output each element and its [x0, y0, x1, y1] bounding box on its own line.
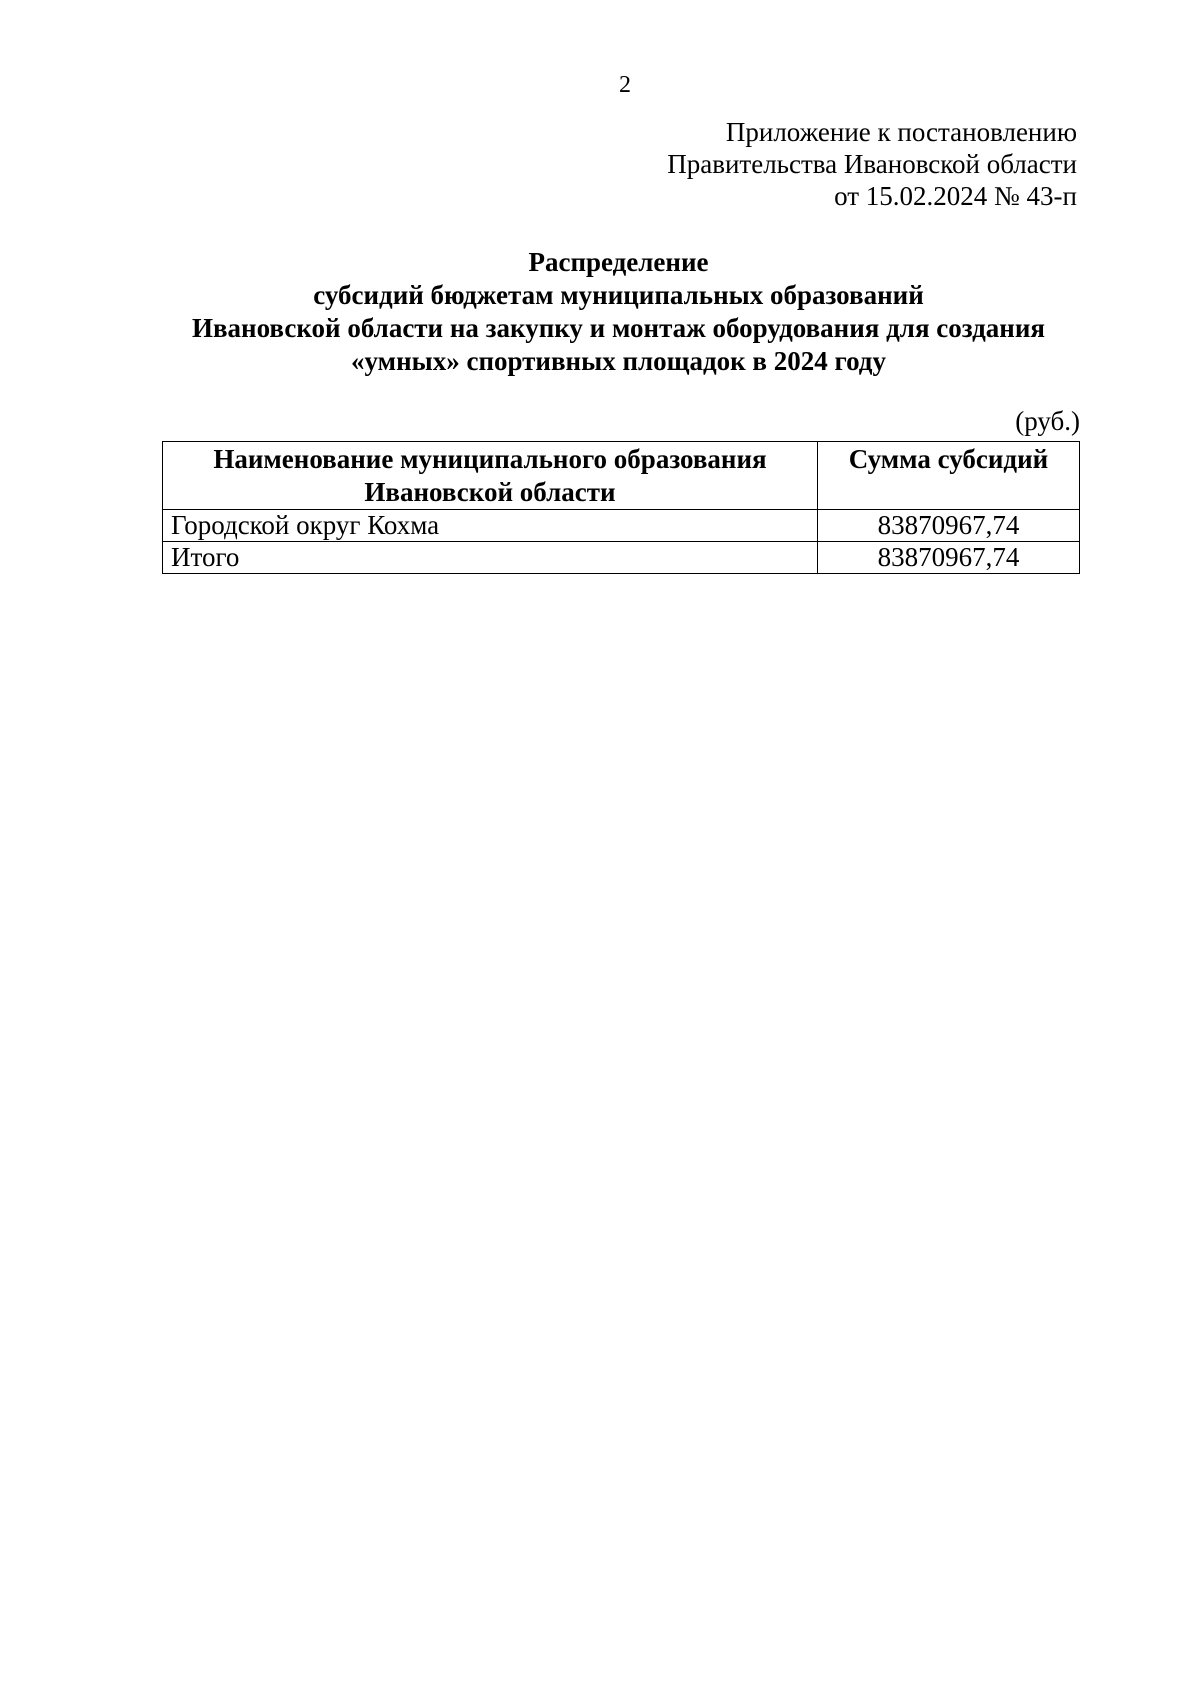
table-row	[163, 510, 1080, 542]
municipality-name: Городской округ Кохма	[163, 510, 818, 542]
header-municipality-line-1: Наименование муниципального образования	[213, 444, 767, 474]
document-title	[160, 246, 1077, 378]
total-label: Итого	[163, 542, 818, 574]
header-municipality	[163, 442, 818, 510]
table-total-row	[163, 542, 1080, 574]
header-municipality-line-2: Ивановской области	[364, 477, 616, 507]
appendix-line-1: Приложение к постановлению	[725, 117, 1077, 147]
subsidies-table	[162, 441, 1080, 574]
appendix-line-3: от 15.02.2024 № 43-п	[834, 181, 1077, 211]
title-line-2: субсидий бюджетам муниципальных образований	[313, 280, 924, 310]
header-subsidy-sum: Сумма субсидий	[818, 442, 1080, 510]
subsidy-sum: 83870967,74	[818, 510, 1080, 542]
currency-units: (руб.)	[1015, 406, 1080, 436]
title-line-4: «умных» спортивных площадок в 2024 году	[351, 346, 886, 376]
page-number: 2	[619, 72, 631, 98]
total-sum: 83870967,74	[818, 542, 1080, 574]
appendix-reference	[667, 116, 1077, 212]
title-line-3: Ивановской области на закупку и монтаж оборудования для создания	[191, 313, 1046, 343]
table-header-row	[163, 442, 1080, 510]
title-line-1: Распределение	[528, 247, 709, 277]
appendix-line-2: Правительства Ивановской области	[667, 149, 1077, 179]
